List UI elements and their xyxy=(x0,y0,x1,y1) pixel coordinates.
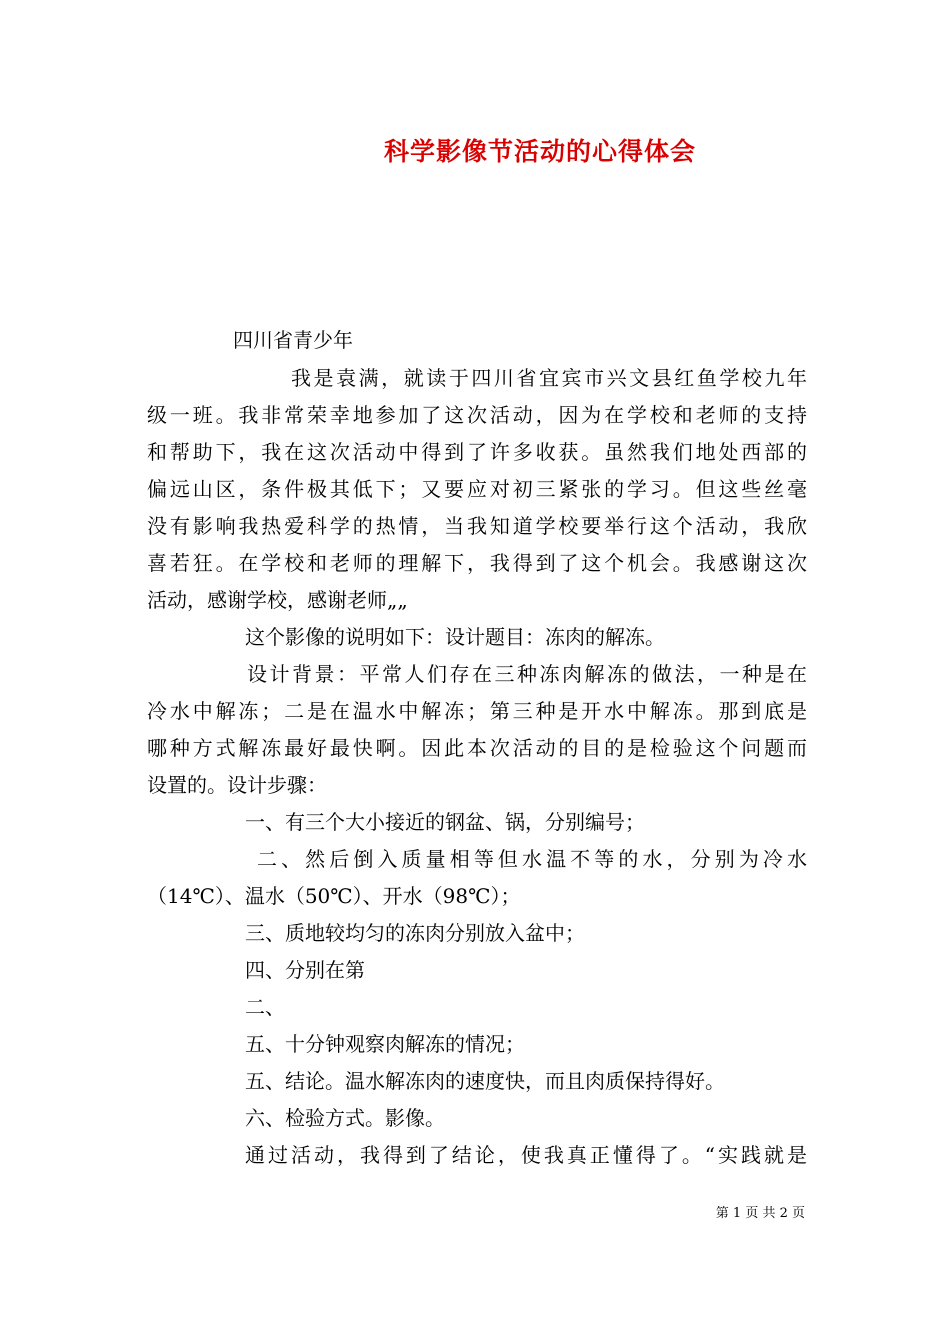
text-line: 哪种方式解冻最好最快啊。因此本次活动的目的是检验这个问题而 xyxy=(147,736,807,760)
text-line: 二、然后倒入质量相等但水温不等的水，分别为冷水 xyxy=(257,847,807,871)
text-line: 冷水中解冻；二是在温水中解冻；第三种是开水中解冻。那到底是 xyxy=(147,699,807,723)
text-line: 我是袁满，就读于四川省宜宾市兴文县红鱼学校九年 xyxy=(291,366,807,390)
document-title: 科学影像节活动的心得体会 xyxy=(383,137,696,166)
page-footer: 第 1 页 共 2 页 xyxy=(715,1206,805,1221)
text-line: 和帮助下，我在这次活动中得到了许多收获。虽然我们地处西部的 xyxy=(147,440,807,464)
text-line: 二、 xyxy=(245,995,285,1019)
text-line: 这个影像的说明如下：设计题目：冻肉的解冻。 xyxy=(245,625,665,649)
text-line: （14℃）、温水（50℃）、开水（98℃）； xyxy=(147,884,521,908)
text-line: 喜若狂。在学校和老师的理解下，我得到了这个机会。我感谢这次 xyxy=(147,551,807,575)
text-line: 四、分别在第 xyxy=(245,958,365,982)
text-line: 偏远山区，条件极其低下；又要应对初三紧张的学习。但这些丝毫 xyxy=(147,477,807,501)
text-line: 五、结论。温水解冻肉的速度快，而且肉质保持得好。 xyxy=(245,1069,725,1093)
text-line: 六、检验方式。影像。 xyxy=(245,1106,445,1130)
text-line: 三、质地较均匀的冻肉分别放入盆中； xyxy=(245,921,585,945)
text-line: 通过活动，我得到了结论，使我真正懂得了。“实践就是 xyxy=(245,1143,807,1167)
text-line: 一、有三个大小接近的钢盆、锅，分别编号； xyxy=(245,810,645,834)
text-line: 没有影响我热爱科学的热情，当我知道学校要举行这个活动，我欣 xyxy=(147,514,807,538)
text-line: 级一班。我非常荣幸地参加了这次活动，因为在学校和老师的支持 xyxy=(147,403,807,427)
text-line: 四川省青少年 xyxy=(233,328,353,352)
text-line: 活动，感谢学校，感谢老师„„ xyxy=(147,588,408,612)
text-line: 设置的。设计步骤： xyxy=(147,773,327,797)
text-line: 五、十分钟观察肉解冻的情况； xyxy=(245,1032,525,1056)
text-line: 设计背景：平常人们存在三种冻肉解冻的做法，一种是在 xyxy=(247,662,807,686)
